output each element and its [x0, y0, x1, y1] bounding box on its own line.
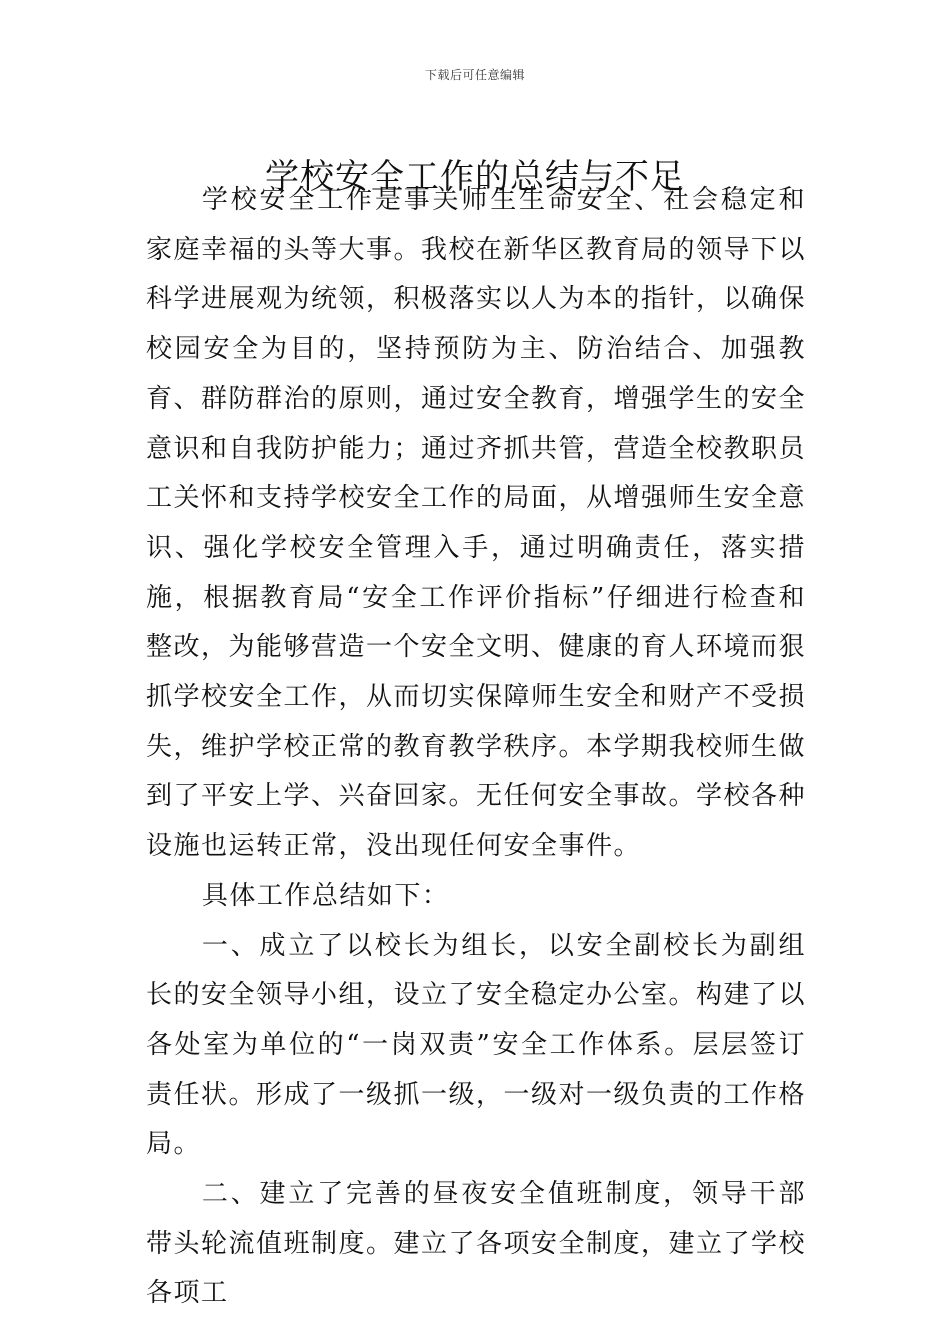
- header-note: 下载后可任意编辑: [424, 68, 525, 82]
- paragraph-item-two: 二、建立了完善的昼夜安全值班制度，领导干部带头轮流值班制度。建立了各项安全制度，建立了学校各项工: [146, 1179, 807, 1309]
- document-body: [146, 176, 806, 1319]
- document-title: 学校安全工作的总结与不足: [265, 156, 685, 197]
- paragraph-summary-heading: 具体工作总结如下：: [201, 880, 450, 911]
- paragraph-item-one: 一、成立了以校长为组长，以安全副校长为副组长的安全领导小组，设立了安全稳定办公室。构建了以各处室为单位的“一岗双责”安全工作体系。层层签订责任状。形成了一级抓一级，一级对一级负责的工作格局。: [146, 930, 807, 1160]
- paragraph-intro: 学校安全工作是事关师生生命安全、社会稳定和家庭幸福的头等大事。我校在新华区教育局的领导下以科学进展观为统领，积极落实以人为本的指针，以确保校园安全为目的，坚持预防为主、防治结合、加强教育、群防群治的原则，通过安全教育，增强学生的安全意识和自我防护能力；通过齐抓共管，营造全校教职员工关怀和支持学校安全工作的局面，从增强师生安全意识、强化学校安全管理入手，通过明确责任，落实措施，根据教育局“安全工作评价指标”仔细进行检查和整改，为能够营造一个安全文明、健康的育人环境而狠抓学校安全工作，从而切实保障师生安全和财产不受损失，维护学校正常的教育教学秩序。本学期我校师生做到了平安上学、兴奋回家。无任何安全事故。学校各种设施也运转正常，没出现任何安全事件。: [146, 185, 807, 862]
